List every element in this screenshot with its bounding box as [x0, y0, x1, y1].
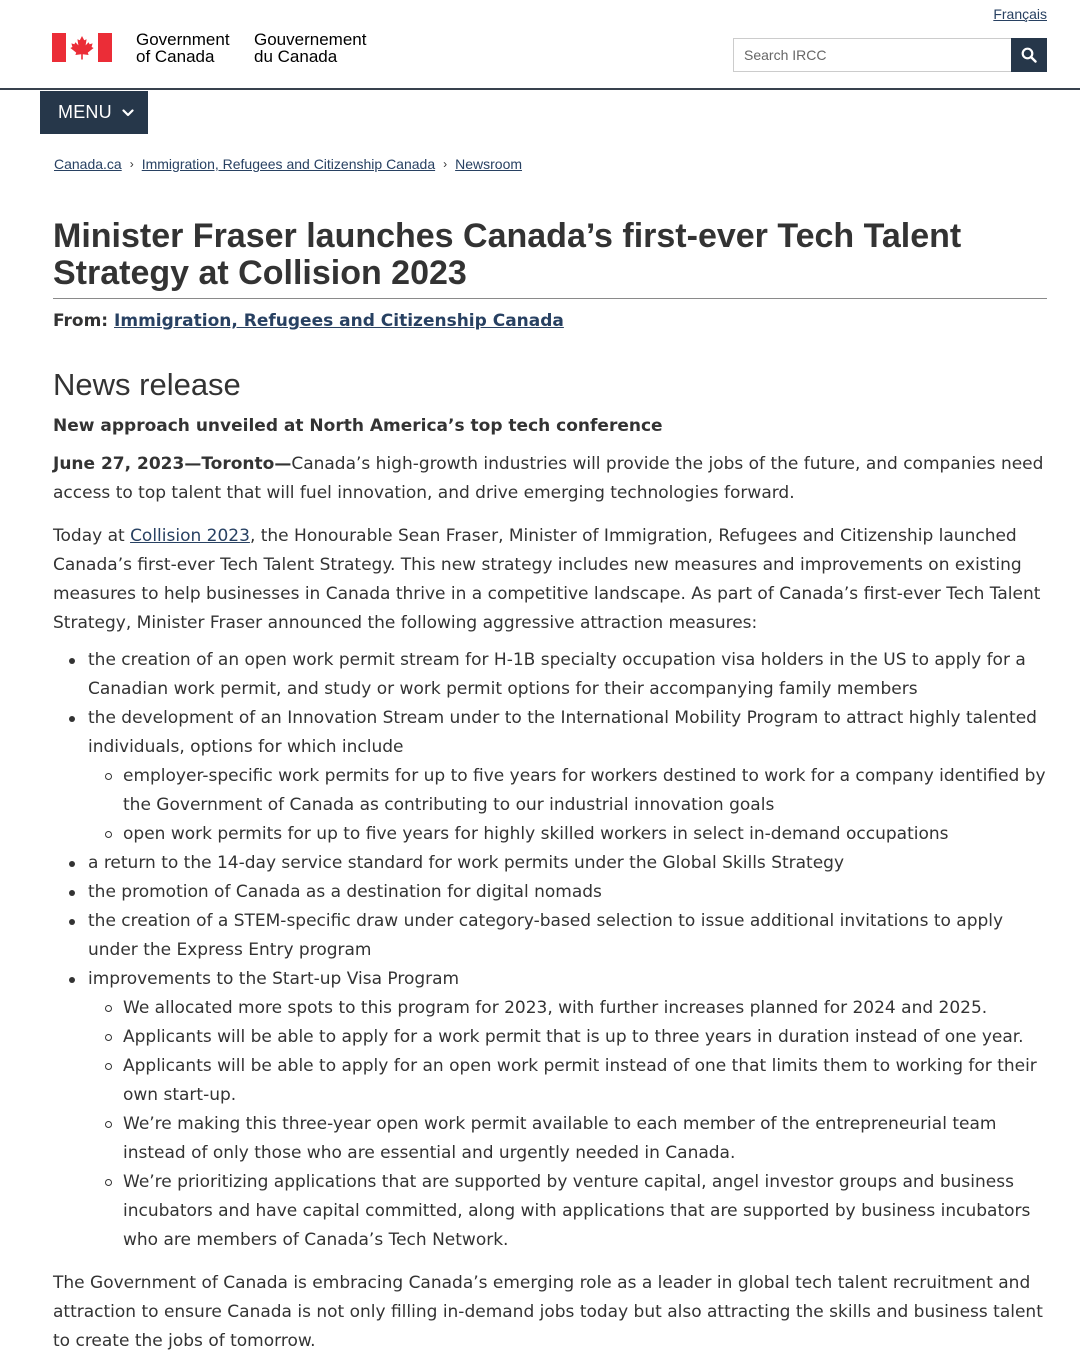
lead-paragraph [53, 450, 1047, 508]
measure-item [88, 907, 1047, 965]
measure-item [88, 878, 1047, 907]
breadcrumb [54, 156, 522, 172]
signature-english [136, 31, 230, 65]
lead-text: Canada’s high-growth industries will provide the jobs of the future, and companies need access to top talent that will fuel innovation, and drive emerging technologies forward. [53, 454, 1044, 503]
search-form [733, 38, 1047, 72]
dateline: June 27, 2023—Toronto— [53, 454, 292, 474]
signature-en-line1: Government [136, 30, 230, 49]
search-button[interactable] [1011, 38, 1047, 72]
closing-paragraph: The Government of Canada is embracing Canada’s emerging role as a leader in global tech talent recruitment and attraction to ensure Canada is not only filling in-demand jobs today but also attracting the skills and business talent to create the jobs of tomorrow. [53, 1273, 1043, 1351]
chevron-down-icon [122, 109, 134, 117]
measure-sublist [88, 994, 1047, 1255]
measure-text: the creation of an open work permit stream for H-1B specialty occupation visa holders in the US to apply for a Canadian work permit, and study or work permit options for their accompanying family members [88, 650, 1026, 699]
measure-text: a return to the 14-day service standard for work permits under the Global Skills Strategy [88, 853, 845, 873]
from-department-link[interactable]: Immigration, Refugees and Citizenship Canada [114, 311, 564, 331]
release-subtitle: New approach unveiled at North America’s top tech conference [53, 416, 663, 436]
site-header [0, 0, 1080, 90]
breadcrumb-link-canada[interactable]: Canada.ca [54, 156, 122, 172]
signature-french [254, 31, 366, 65]
from-label: From: [53, 311, 109, 331]
main-content [53, 218, 1047, 1351]
intro-text-after: , the Honourable Sean Fraser, Minister of Immigration, Refugees and Citizenship launched Canada’s first-ever Tech Talent Strategy. This new strategy includes new measures and improvements on existing measures to help businesses in Canada thrive in a competitive landscape. As part of Canada’s first-ever Tech Talent Strategy, Minister Fraser announced the following aggressive attraction measures: [53, 526, 1041, 633]
measure-text: the creation of a STEM-specific draw under category-based selection to issue additional invitations to apply under the Express Entry program [88, 911, 1004, 960]
measure-item [88, 646, 1047, 704]
intro-text-before: Today at [53, 526, 131, 546]
measure-subitem: employer-specific work permits for up to five years for workers destined to work for a company identified by the Government of Canada as contributing to our industrial innovation goals [123, 762, 1047, 820]
measure-subitem: We allocated more spots to this program for 2023, with further increases planned for 2024 and 2025. [123, 994, 1047, 1023]
measure-item [88, 849, 1047, 878]
measures-list [53, 646, 1047, 1255]
measure-subitem: We’re making this three-year open work permit available to each member of the entrepreneurial team instead of only those who are essential and urgently needed in Canada. [123, 1110, 1047, 1168]
measure-subitem: open work permits for up to five years for highly skilled workers in select in-demand occupations [123, 820, 1047, 849]
canada-flag-icon[interactable] [52, 33, 112, 62]
menu-button[interactable] [40, 91, 148, 134]
from-line [53, 311, 1047, 331]
measure-sublist [88, 762, 1047, 849]
menu-label: MENU [58, 102, 112, 122]
signature-fr-line1: Gouvernement [254, 30, 367, 49]
collision-2023-link[interactable]: Collision 2023 [130, 526, 250, 546]
section-title: News release [53, 367, 241, 402]
breadcrumb-link-newsroom[interactable]: Newsroom [455, 156, 523, 172]
measure-subitem: We’re prioritizing applications that are supported by venture capital, angel investor groups and business incubators and have capital committed, along with applications that are supported by business incubators who are members of Canada’s Tech Network. [123, 1168, 1047, 1255]
chevron-right-icon: › [443, 157, 448, 171]
measure-subitem: Applicants will be able to apply for a work permit that is up to three years in duration instead of one year. [123, 1023, 1047, 1052]
search-icon [1021, 47, 1037, 63]
chevron-right-icon: › [129, 157, 134, 171]
measure-item [88, 704, 1047, 849]
language-toggle-link[interactable]: Français [993, 6, 1047, 22]
search-input[interactable] [733, 38, 1011, 72]
signature-fr-line2: du Canada [254, 47, 338, 66]
measure-text: the development of an Innovation Stream under to the International Mobility Program to attract highly talented individuals, options for which include [88, 708, 1037, 757]
page-title: Minister Fraser launches Canada’s first-ever Tech Talent Strategy at Collision 2023 [53, 218, 1047, 299]
measure-text: improvements to the Start-up Visa Program [88, 969, 460, 989]
breadcrumb-link-ircc[interactable]: Immigration, Refugees and Citizenship Canada [141, 156, 436, 172]
measure-subitem: Applicants will be able to apply for an open work permit instead of one that limits them to working for their own start-up. [123, 1052, 1047, 1110]
measure-text: the promotion of Canada as a destination for digital nomads [88, 882, 602, 902]
measure-item [88, 965, 1047, 1255]
signature-en-line2: of Canada [136, 47, 215, 66]
intro-paragraph [53, 522, 1047, 638]
